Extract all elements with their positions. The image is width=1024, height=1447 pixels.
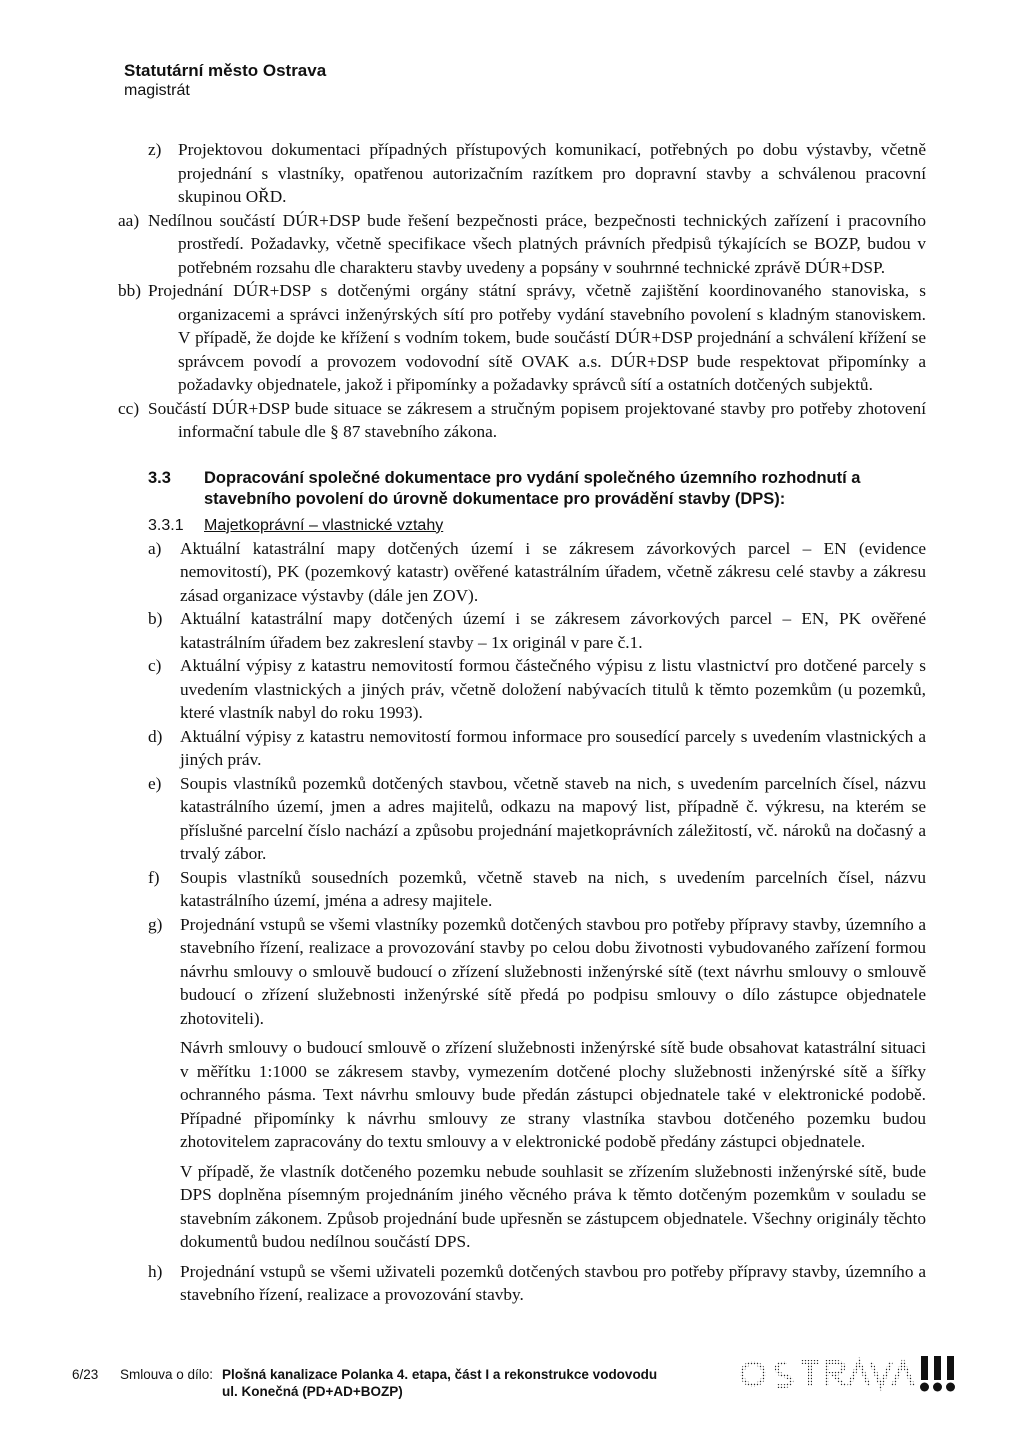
item-label: bb) bbox=[118, 281, 142, 300]
item-text: Aktuální katastrální mapy dotčených území i se zákresem závorkových parcel – EN (evidence nemovitostí), PK (pozemkový katastr) ověřené katastrálním úřadem, včetně zákresu celé stavby a zákresu zásad organizace výstavby (dále jen ZOV). bbox=[180, 538, 926, 605]
list-item bbox=[118, 279, 926, 397]
section-title: Dopracování společné dokumentace pro vydání společného územního rozhodnutí a stavebního povolení do úrovně dokumentace pro provádění stavby (DPS): bbox=[204, 468, 861, 508]
item-text: Nedílnou součástí DÚR+DSP bude řešení bezpečnosti práce, bezpečnosti technických zařízení i pracovního prostředí. Požadavky, včetně specifikace všech platných právních předpisů týkajících se BOZP, budou v potřebném rozsahu dle charakteru stavby uvedeny a popsány v souhrnné technické zprávě DÚR+DSP. bbox=[148, 210, 926, 277]
item-label: d) bbox=[148, 726, 163, 746]
list-item bbox=[148, 772, 926, 866]
list-item bbox=[148, 913, 926, 1031]
footer-title-line: ul. Konečná (PD+AD+BOZP) bbox=[222, 1384, 403, 1399]
list-item bbox=[118, 397, 926, 444]
list-item bbox=[148, 138, 926, 209]
document-body bbox=[118, 138, 926, 1307]
organization-name: Statutární město Ostrava bbox=[124, 61, 327, 80]
footer-label: Smlouva o dílo: bbox=[120, 1367, 214, 1382]
list-item bbox=[148, 607, 926, 654]
item-label: aa) bbox=[118, 210, 140, 230]
item-text: Projednání DÚR+DSP s dotčenými orgány státní správy, včetně zajištění koordinovaného stanoviska, s organizacemi a správci inženýrských sítí pro potřeby vydání stavebního povolení s kladným stanoviskem. V případě, že dojde ke křížení s vodním tokem, bude součástí DÚR+DSP projednání a schválení křížení se správcem povodí a provozem vodovodní sítě OVAK a.s. DÚR+DSP bude respektovat připomínky a požadavky objednatele, jakož i připomínky a požadavky správců sítí a ostatních dotčených subjektů. bbox=[148, 281, 926, 394]
section-heading bbox=[148, 468, 926, 510]
subsection-title: Majetkoprávní – vlastnické vztahy bbox=[204, 516, 444, 534]
item-label: b) bbox=[148, 609, 163, 628]
subsection-number: 3.3.1 bbox=[148, 516, 184, 534]
list-item bbox=[148, 654, 926, 725]
list-item bbox=[148, 866, 926, 913]
department-name: magistrát bbox=[124, 82, 190, 99]
item-text: Aktuální výpisy z katastru nemovitostí formou informace pro sousedící parcely s uvedením vlastnických a jiných práv. bbox=[180, 726, 926, 769]
item-label: cc) bbox=[118, 398, 140, 418]
item-text: Projednání vstupů se všemi uživateli pozemků dotčených stavbou pro potřeby přípravy stavby, územního a stavebního řízení, realizace a provozování stavby. bbox=[180, 1261, 926, 1304]
item-text: Soupis vlastníků pozemků dotčených stavbou, včetně staveb na nich, s uvedením parcelních čísel, názvu katastrálního území, jmen a adres majitelů, odkazu na mapový list, případně č. výkresu, na kterém se příslušné parcelní číslo nachází a způsobu projednání majetkoprávních záležitostí, vč. nároků na dočasný a trvalý zábor. bbox=[180, 773, 926, 863]
item-text: Aktuální výpisy z katastru nemovitostí formou částečného výpisu z listu vlastnictví pro dotčené parcely s uvedením vlastnických a jiných práv, včetně doložení nabývacích titulů k těmto pozemkům (u pozemků, které vlastník nabyl do roku 1993). bbox=[180, 656, 926, 722]
list-item bbox=[118, 209, 926, 280]
paragraph: Návrh smlouvy o budoucí smlouvě o zřízení služebnosti inženýrské sítě bude obsahovat katastrální situaci v měřítku 1:1000 se zákresem stavby, vymezením dotčené plochy služebnosti inženýrské sítě a šířky ochranného pásma. Text návrhu smlouvy bude předán zástupci objednatele také v elektronické podobě. Případné připomínky k návrhu smlouvy ze strany vlastníka stavbou dotčeného pozemku budou zhotovitelem zapracovány do textu smlouvy a v elektronické podobě předány zástupci objednatele. bbox=[180, 1038, 926, 1151]
ostrava-logo-graphic bbox=[735, 1350, 975, 1398]
item-label: f) bbox=[148, 867, 160, 887]
item-label: a) bbox=[148, 538, 162, 558]
item-text: Součástí DÚR+DSP bude situace se zákresem a stručným popisem projektované stavby pro potřeby zhotovení informační tabule dle § 87 stavebního zákona. bbox=[148, 398, 926, 441]
paragraph: V případě, že vlastník dotčeného pozemku nebude souhlasit se zřízením služebnosti inženýrské sítě, bude DPS doplněna písemným projednáním jiného věcného práva k těmto dotčeným pozemkům v souladu se stavebním zákonem. Způsob projednání bude upřesněn se zástupcem objednatele. Všechny originály těchto dokumentů budou nedílnou součástí DPS. bbox=[180, 1161, 926, 1251]
item-text: Aktuální katastrální mapy dotčených území i se zákresem závorkových parcel – EN, PK ověřené katastrálním úřadem bez zakreslení stavby – 1x originál v pare č.1. bbox=[180, 609, 926, 652]
item-label: c) bbox=[148, 656, 162, 675]
ostrava-logo bbox=[735, 1350, 975, 1398]
list-item bbox=[148, 537, 926, 608]
list-item bbox=[148, 725, 926, 772]
item-label: z) bbox=[148, 140, 162, 159]
page-header bbox=[124, 60, 326, 101]
item-text: Soupis vlastníků sousedních pozemků, včetně staveb na nich, s uvedením parcelních čísel, názvu katastrálního území, jména a adresy majitele. bbox=[180, 867, 926, 910]
item-text: Projektovou dokumentaci případných přístupových komunikací, potřebných po dobu výstavby, včetně projednání s vlastníky, opatřenou autorizačním razítkem pro dopravní stavby a schválenou pracovní skupinou OŘD. bbox=[178, 140, 926, 206]
item-text: Projednání vstupů se všemi vlastníky pozemků dotčených stavbou pro potřeby přípravy stavby, územního a stavebního řízení, realizace a provozování stavby po celou dobu životnosti vybudovaného zařízení formou návrhu smlouvy o smlouvě budoucí o zřízení služebnosti inženýrské sítě (text návrhu smlouvy o smlouvě budoucí o zřízení služebnosti inženýrské sítě předá po podpisu smlouvy o dílo zástupce objednatele zhotoviteli). bbox=[180, 914, 926, 1028]
item-label: g) bbox=[148, 914, 163, 934]
footer-title-line: Plošná kanalizace Polanka 4. etapa, část I a rekonstrukce vodovodu bbox=[222, 1367, 658, 1382]
section-number: 3.3 bbox=[148, 468, 171, 487]
item-label: e) bbox=[148, 773, 162, 793]
page-number: 6/23 bbox=[72, 1367, 99, 1382]
item-label: h) bbox=[148, 1261, 163, 1281]
list-item bbox=[148, 1260, 926, 1307]
subsection-heading bbox=[148, 514, 926, 537]
footer-title bbox=[222, 1366, 722, 1400]
